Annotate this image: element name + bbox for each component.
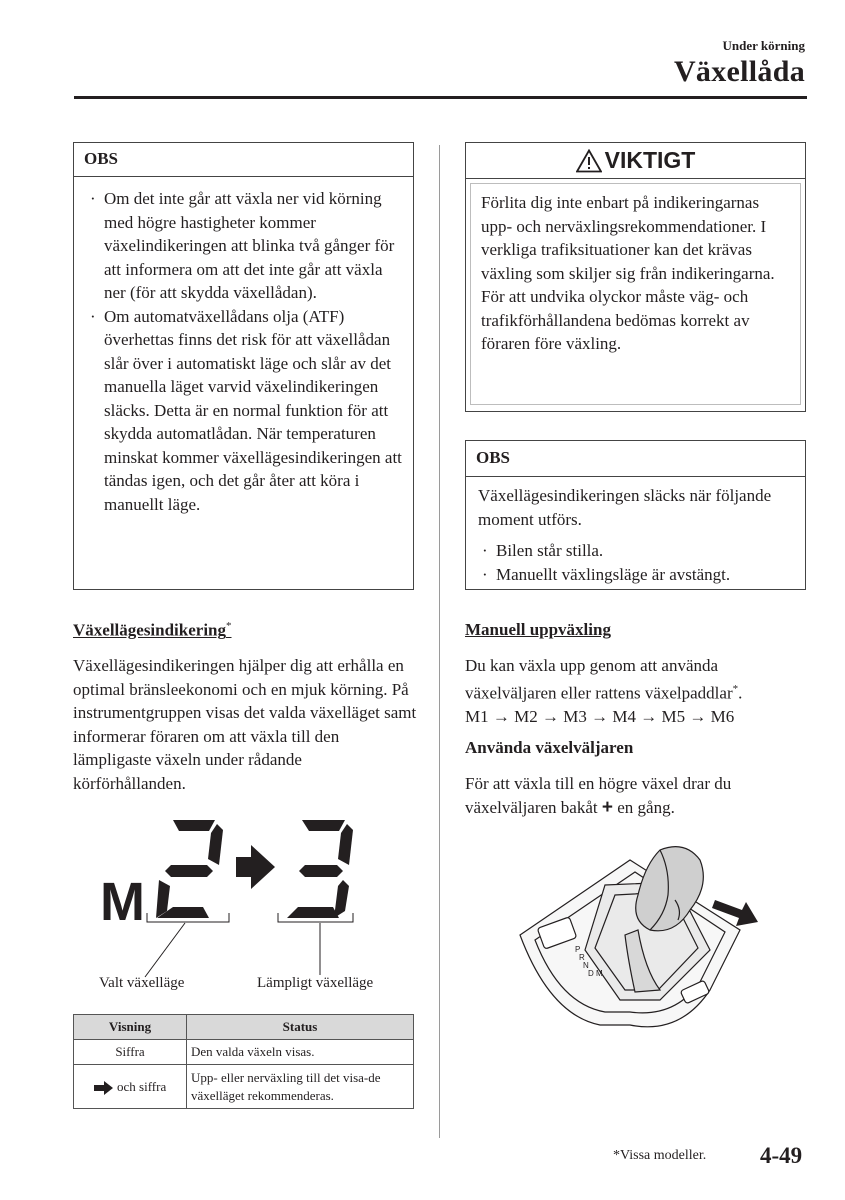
- page-title: Växellåda: [673, 55, 805, 88]
- table-header: Visning: [74, 1015, 187, 1040]
- bullet-text: Om det inte går att växla ner vid körning med högre hastigheter kommer växelindikeringen att blinka två gånger för att informera om att det inte går att växla ner (för att skydda växellådan).: [104, 189, 395, 302]
- status-table: [73, 1014, 414, 1109]
- manual-upshift-body: Du kan växla upp genom att använda växelväljaren eller rattens växelpaddlar: [465, 656, 733, 703]
- shifter-mark: R: [579, 953, 585, 962]
- gear-sequence: M1 → M2 → M3 → M4 → M5 → M6: [465, 706, 735, 726]
- mode-letter: M: [100, 872, 145, 932]
- section-label: Under körning: [722, 38, 805, 53]
- bullet-text: Bilen står stilla.: [496, 541, 604, 560]
- column-divider: [439, 145, 440, 1138]
- current-gear-digit: [156, 820, 223, 918]
- header-rule: [74, 96, 807, 99]
- table-row: [74, 1065, 414, 1109]
- label-recommended-gear: Lämpligt växelläge: [257, 975, 374, 991]
- table-cell: Upp- eller nerväxling till det visa-de växelläget rekommenderas.: [187, 1065, 414, 1109]
- list-item: · Om det inte går att växla ner vid körning med högre hastigheter kommer växelindikeringen att blinka två gånger för att informera om att det inte går att växla ner (för att skydda växellådan).: [90, 189, 395, 302]
- recommended-gear-digit: [287, 820, 353, 918]
- obs-note-right: [465, 440, 806, 590]
- footnote-mark: *: [732, 682, 739, 695]
- list-item: · Manuellt växlingsläge är avstängt.: [482, 564, 731, 584]
- footnote: *Vissa modeller.: [613, 1148, 707, 1163]
- page-number: 4-49: [760, 1143, 803, 1168]
- table-cell: Den valda växeln visas.: [187, 1040, 414, 1065]
- shifter-body: För att växla till en högre växel drar du växelväljaren bakåt: [465, 774, 732, 817]
- section-title-manual-upshift: Manuell uppväxling: [465, 620, 611, 639]
- shifter-mark: D: [588, 969, 594, 978]
- gear-display-figure: [95, 815, 415, 995]
- obs-body: [74, 177, 413, 516]
- warning-heading-text: VIKTIGT: [604, 147, 696, 173]
- table-cell: Siffra: [74, 1040, 187, 1065]
- gear-indication-text: Växellägesindikeringen hjälper dig att erhålla en optimal bränsleekonomi och en mjuk körning. På instrumentgruppen visas det valda växelläget samt informerar föraren om att växla till den lämpligaste växeln under rådande körförhållanden.: [73, 656, 417, 793]
- table-header: Status: [187, 1015, 414, 1040]
- table-cell: [74, 1065, 187, 1109]
- list-item: · Om automatväxellådans olja (ATF) överhettas finns det risk för att växellådan slår över i automatiskt läge och slår av det manuella läget varvid växelindikeringen släcks. Detta är en normal funktion för att skydda automatlådan. När temperaturen minskat kommer växellägesindikeringen att tändas igen, och det går åter att köra i manuellt läge.: [90, 306, 402, 514]
- obs-heading: OBS: [466, 441, 805, 477]
- shifter-text: [465, 772, 810, 819]
- section-title-gear-indication: [73, 620, 232, 641]
- obs-note-left: [73, 142, 414, 590]
- obs-body: [466, 477, 805, 593]
- manual-upshift-text: [465, 654, 810, 728]
- shifter-mark: M: [596, 969, 603, 978]
- bullet-text: Om automatväxellådans olja (ATF) överhettas finns det risk för att växellådan slår över i automatiskt läge och slår av det manuella läget varvid växelindikeringen släcks. Detta är en normal funktion för att skydda automatlådan. När temperaturen minskat kommer växellägesindikeringen att tändas igen, och det går åter att köra i manuellt läge.: [104, 306, 402, 514]
- subsection-title-shifter: Använda växelväljaren: [465, 738, 634, 757]
- bullet-text: Manuellt växlingsläge är avstängt.: [496, 564, 731, 584]
- arrow-right-icon: [236, 845, 275, 889]
- shifter-mark: P: [575, 945, 581, 954]
- shifter-mark: N: [583, 961, 589, 970]
- table-header-row: [74, 1015, 414, 1040]
- sentence-end: .: [738, 683, 743, 703]
- plus-icon: +: [601, 796, 613, 818]
- warning-triangle-icon: [576, 149, 602, 173]
- shifter-body-end: en gång.: [617, 797, 675, 817]
- table-row: [74, 1040, 414, 1065]
- gear-shifter-illustration: [510, 840, 780, 1035]
- list-item: · Bilen står stilla.: [482, 541, 604, 560]
- arrow-right-icon: [94, 1081, 114, 1095]
- obs-heading: OBS: [74, 143, 413, 177]
- warning-heading: [466, 143, 805, 179]
- warning-body: Förlita dig inte enbart på indikeringarnas upp- och nerväxlingsrekommendationer. I verkliga trafiksituationer kan det krävas växling som skiljer sig från indikeringarna. För att undvika olyckor måste väg- och trafikförhållandena bedömas korrekt av föraren före växling.: [470, 183, 801, 405]
- section-title-text: Växellägesindikering: [73, 620, 227, 640]
- label-selected-gear: Valt växelläge: [99, 975, 185, 991]
- warning-box: [465, 142, 806, 412]
- footnote-mark: *: [226, 620, 232, 632]
- obs-intro: Växellägesindikeringen släcks när följande moment utförs.: [478, 486, 772, 529]
- table-cell-text: och siffra: [117, 1078, 167, 1094]
